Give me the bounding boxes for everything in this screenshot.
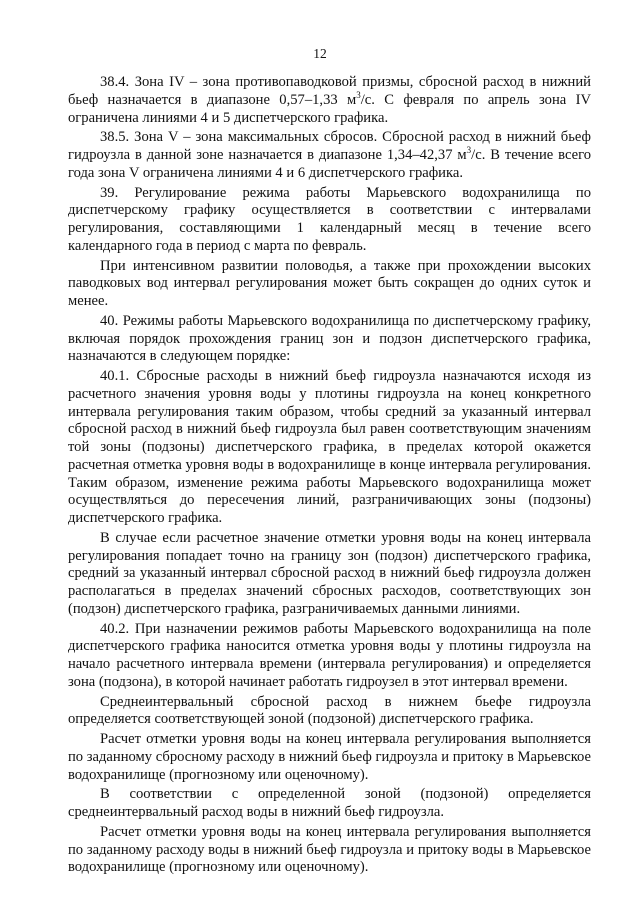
paragraph-40-1: 40.1. Сбросные расходы в нижний бьеф гидроузла назначаются исходя из расчетного значения уровня воды у плотины гидроузла на конец конкретного интервала регулирования таким образом, чтобы средний за указанный интервал сбросной расход в нижний бьеф гидроузла был равен соответствующим значениям той зоны (подзоны) диспетчерского графика, в пределах которой окажется расчетная отметка уровня воды в водохранилище в конце интервала регулирования. Таким образом, изменение режима работы Марьевского водохранилища может осуществляться до пересечения линий, разграничивающих зоны (подзоны) диспетчерского графика. xyxy=(68,368,591,526)
paragraph-40-2-zone-discharge: В соответствии с определенной зоной (подзоной) определяется среднеинтервальный расход воды в нижний бьеф гидроузла. xyxy=(68,786,591,820)
paragraph-40-2-level-calc: Расчет отметки уровня воды на конец интервала регулирования выполняется по заданному сбросному расходу в нижний бьеф гидроузла и притоку в Марьевское водохранилище (прогнозному или оценочному). xyxy=(68,731,591,783)
paragraph-39-flood: При интенсивном развитии половодья, а также при прохождении высоких паводковых вод интервал регулирования может быть сокращен до одних суток и менее. xyxy=(68,257,591,309)
paragraph-39: 39. Регулирование режима работы Марьевского водохранилища по диспетчерскому графику осуществляется в соответствии с интервалами регулирования, составляющими 1 календарный месяц в течение всего календарного года в период с марта по февраль. xyxy=(68,184,591,254)
paragraph-38-5: 38.5. Зона V – зона максимальных сбросов. Сбросной расход в нижний бьеф гидроузла в данной зоне назначается в диапазоне 1,34–42,37 $м^3/с$. В течение всего года зона V ограничена линиями 4 и 6 диспетчерского графика. xyxy=(68,129,592,181)
paragraph-40-1-boundary: В случае если расчетное значение отметки уровня воды на конец интервала регулирования попадает точно на границу зон (подзон) диспетчерского графика, средний за указанный интервал сбросной расход в нижний бьеф гидроузла должен располагаться в пределах значений сбросных расходов, соответствующих зон (подзон) диспетчерского графика, разграничиваемых данными линиями. xyxy=(68,529,591,617)
paragraph-40-2-mean-discharge: Среднеинтервальный сбросной расход в нижнем бьефе гидроузла определяется соответствующей зоной (подзоной) диспетчерского графика. xyxy=(68,693,591,728)
page-number: 12 xyxy=(313,46,327,61)
paragraph-38-4: 38.4. Зона IV – зона противопаводковой призмы, сбросной расход в нижний бьеф назначается в диапазоне 0,57–1,33 $м^3/с$. С февраля по апрель зона IV ограничена линиями 4 и 5 диспетчерского графика. xyxy=(68,74,591,126)
document-body xyxy=(68,74,591,877)
paragraph-40-2-level-calc-2: Расчет отметки уровня воды на конец интервала регулирования выполняется по заданному расходу воды в нижний бьеф гидроузла и притоку воды в Марьевское водохранилище (прогнозному или оценочному). xyxy=(68,823,591,876)
paragraph-40-2: 40.2. При назначении режимов работы Марьевского водохранилища на поле диспетчерского графика наносится отметка уровня воды у плотины гидроузла на начало расчетного интервала времени (интервала регулирования) и определяется зона (подзона), в которой начинает работать гидроузел в этот интервал времени. xyxy=(68,620,591,690)
paragraph-40: 40. Режимы работы Марьевского водохранилища по диспетчерскому графику, включая порядок прохождения границ зон и подзон диспетчерского графика, назначаются в следующем порядке: xyxy=(68,312,591,365)
